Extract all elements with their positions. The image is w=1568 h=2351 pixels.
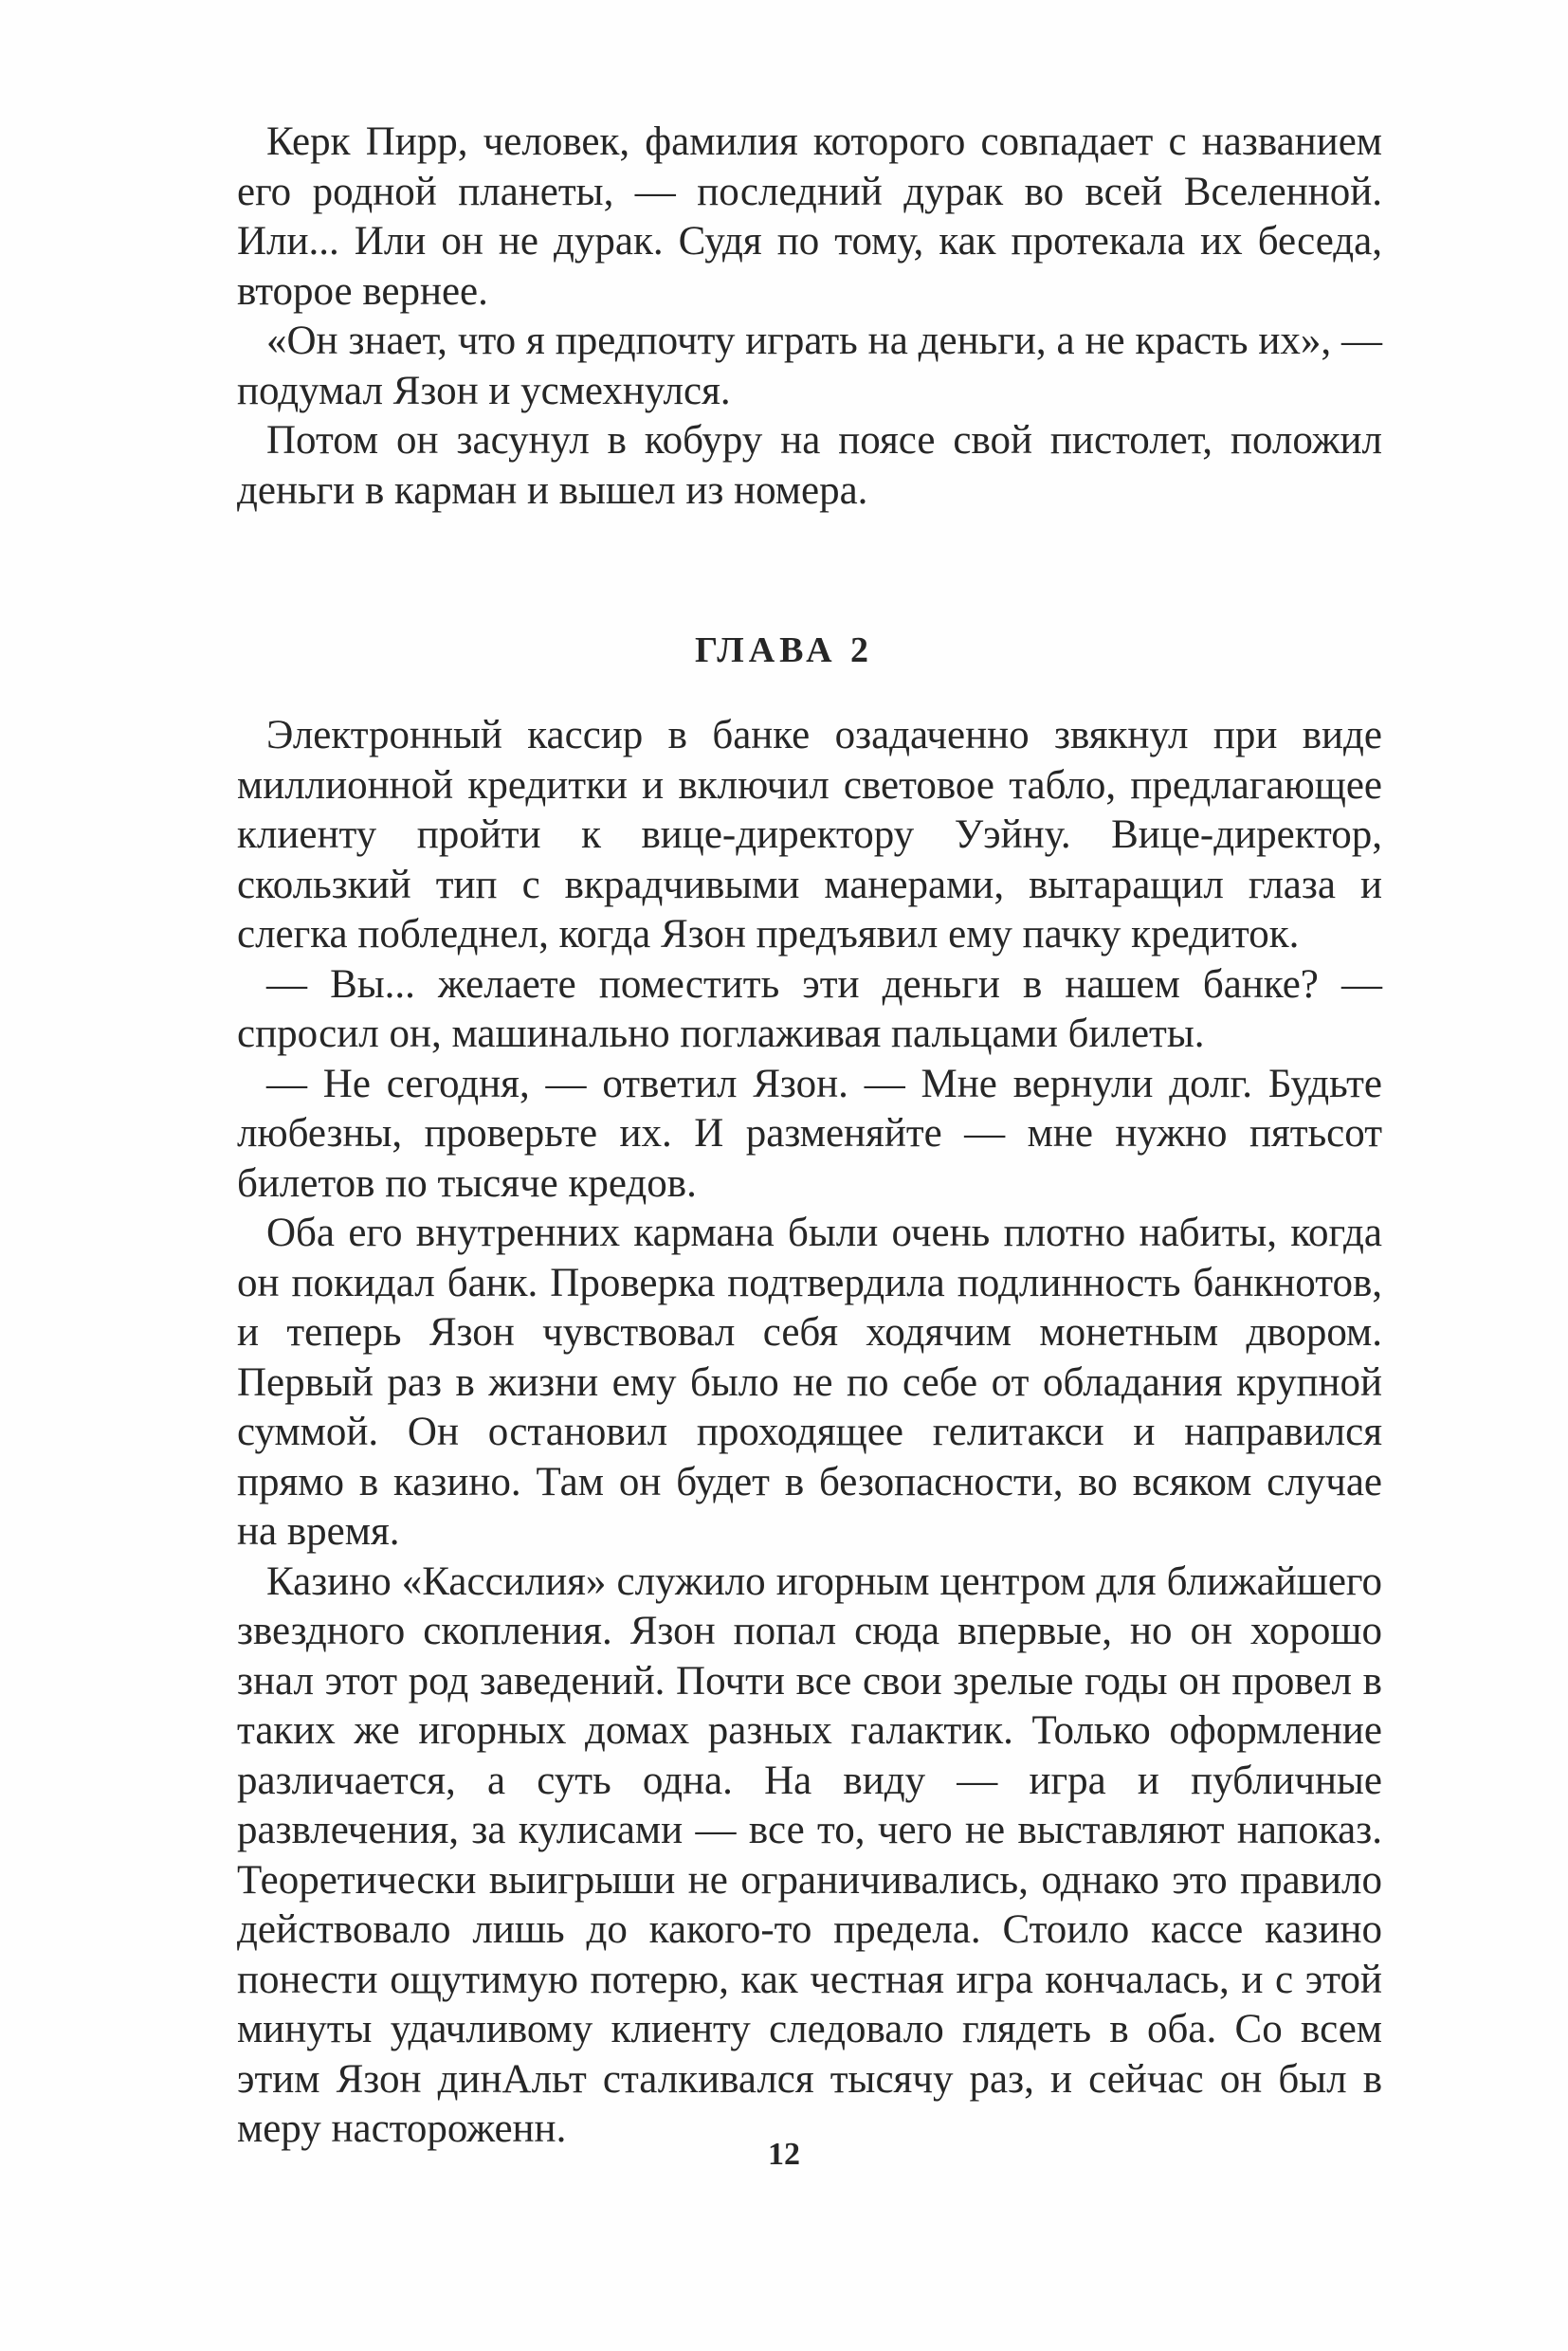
page-number: 12 xyxy=(768,2137,800,2172)
chapter-title: ГЛАВА 2 xyxy=(694,630,874,670)
paragraph: — Не сегодня, — ответил Язон. — Мне вернули долг. Будьте любезны, проверьте их. И разменяйте — мне нужно пятьсот билетов по тысяче кредов. xyxy=(237,1061,1382,1206)
paragraph: «Он знает, что я предпочту играть на деньги, а не красть их», — подумал Язон и усмехнулся. xyxy=(237,319,1382,413)
paragraph: Электронный кассир в банке озадаченно звякнул при виде миллионной кредитки и включил световое табло, предлагающее клиенту пройти к вице-директору Уэйну. Вице-директор, скользкий тип с вкрадчивыми манерами, вытаращил глаза и слегка побледнел, когда Язон предъявил ему пачку кредиток. xyxy=(237,713,1382,957)
paragraph: Потом он засунул в кобуру на поясе свой пистолет, положил деньги в карман и вышел из номера. xyxy=(237,418,1382,513)
chapter-text-block xyxy=(237,711,1382,2155)
paragraph: Казино «Кассилия» служило игорным центром для ближайшего звездного скопления. Язон попал сюда впервые, но он хорошо знал этот род заведений. Почти все свои зрелые годы он провел в таких же игорных домах разных галактик. Только оформление различается, а суть одна. На виду — игра и публичные развлечения, за кулисами — все то, чего не выставляют напоказ. Теоретически выигрыши не ограничивались, однако это правило действовало лишь до какого-то предела. Стоило кассе казино понести ощутимую потерю, как честная игра кончалась, и с этой минуты удачливому клиенту следовало глядеть в оба. Со всем этим Язон динАльт сталкивался тысячу раз, и сейчас он был в меру настороженн. xyxy=(237,1558,1382,2151)
top-text-block xyxy=(237,118,1382,516)
paragraph: Керк Пирр, человек, фамилия которого совпадает с названием его родной планеты, — последний дурак во всей Вселенной. Или... Или он не дурак. Судя по тому, как протекала их беседа, второе вернее. xyxy=(237,119,1382,314)
paragraph: — Вы... желаете поместить эти деньги в нашем банке? — спросил он, машинально поглаживая пальцами билеты. xyxy=(237,961,1382,1056)
paragraph: Оба его внутренних кармана были очень плотно набиты, когда он покидал банк. Проверка подтвердила подлинность банкнотов, и теперь Язон чувствовал себя ходячим монетным двором. Первый раз в жизни ему было не по себе от обладания крупной суммой. Он остановил проходящее гелитакси и направился прямо в казино. Там он будет в безопасности, во всяком случае на время. xyxy=(237,1211,1382,1554)
